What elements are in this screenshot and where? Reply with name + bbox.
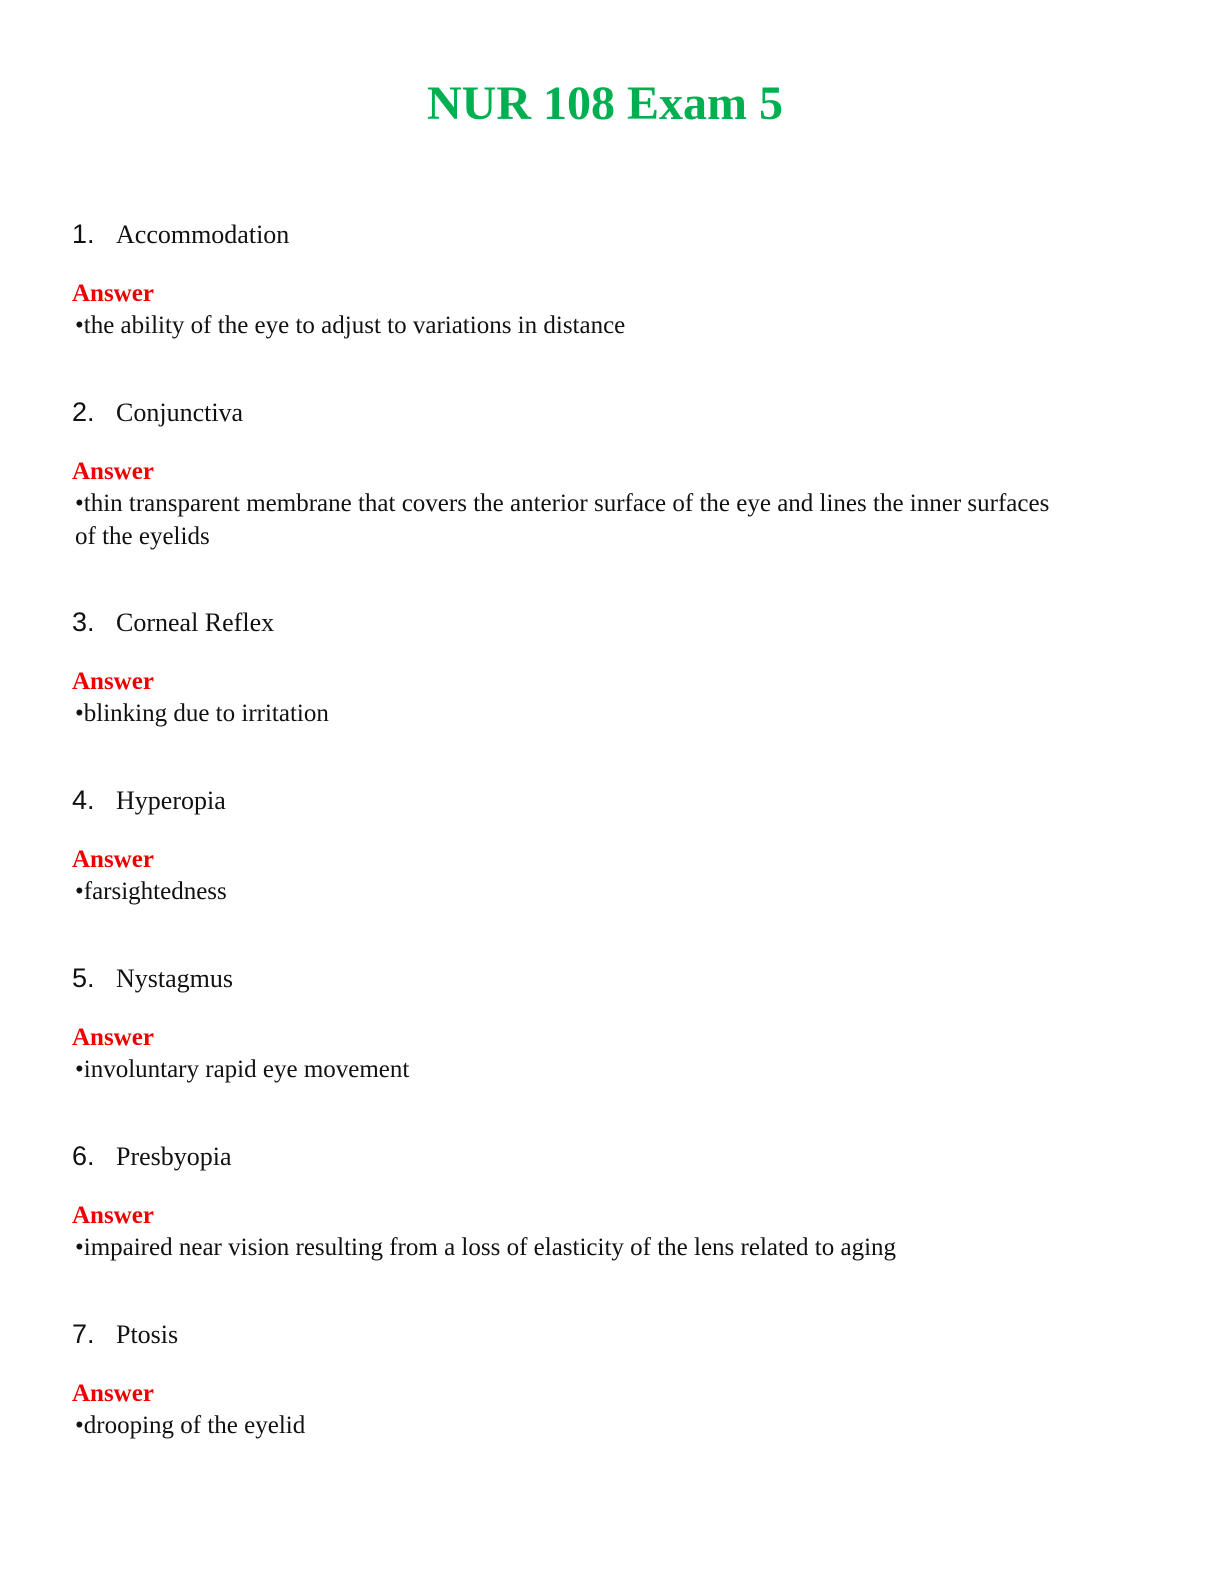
qa-item-6: [72, 1139, 1152, 1264]
answer-label: Answer: [72, 846, 154, 873]
question-number: 4.: [72, 785, 95, 815]
answer-label: Answer: [72, 1024, 154, 1051]
answer-label: Answer: [72, 280, 154, 307]
answer-text: •thin transparent membrane that covers the anterior surface of the eye and lines the inner surfaces of the eyelids: [75, 490, 1050, 550]
question-term: Conjunctiva: [116, 398, 244, 427]
question-term: Accommodation: [116, 220, 290, 249]
page-title: NUR 108 Exam 5: [427, 77, 783, 130]
qa-item-3: [72, 605, 1152, 730]
question-number: 2.: [72, 397, 95, 427]
answer-text: •involuntary rapid eye movement: [75, 1056, 410, 1083]
answer-text: •the ability of the eye to adjust to variations in distance: [75, 312, 626, 339]
qa-item-2: [72, 395, 1152, 553]
qa-item-5: [72, 961, 1152, 1086]
answer-label: Answer: [72, 1202, 154, 1229]
question: [72, 1139, 1152, 1173]
question-number: 5.: [72, 963, 95, 993]
question-term: Nystagmus: [116, 964, 233, 993]
question-term: Ptosis: [116, 1320, 179, 1349]
question: [72, 605, 1152, 639]
answer-label: Answer: [72, 668, 154, 695]
question-number: 7.: [72, 1319, 95, 1349]
question-term: Corneal Reflex: [116, 608, 275, 637]
question-number: 3.: [72, 607, 95, 637]
question-number: 6.: [72, 1141, 95, 1171]
answer-text: •farsightedness: [75, 878, 227, 905]
qa-item-1: [72, 217, 1152, 342]
answer-text: •impaired near vision resulting from a loss of elasticity of the lens related to aging: [75, 1234, 897, 1261]
answer-label: Answer: [72, 458, 154, 485]
question-term: Presbyopia: [116, 1142, 232, 1171]
question: [72, 217, 1152, 251]
question: [72, 783, 1152, 817]
qa-item-4: [72, 783, 1152, 908]
question-number: 1.: [72, 219, 95, 249]
question: [72, 961, 1152, 995]
question-term: Hyperopia: [116, 786, 226, 815]
question: [72, 1317, 1152, 1351]
answer-text: •blinking due to irritation: [75, 700, 329, 727]
answer-label: Answer: [72, 1380, 154, 1407]
answer-text: •drooping of the eyelid: [75, 1412, 306, 1439]
question: [72, 395, 1152, 429]
qa-item-7: [72, 1317, 1152, 1442]
